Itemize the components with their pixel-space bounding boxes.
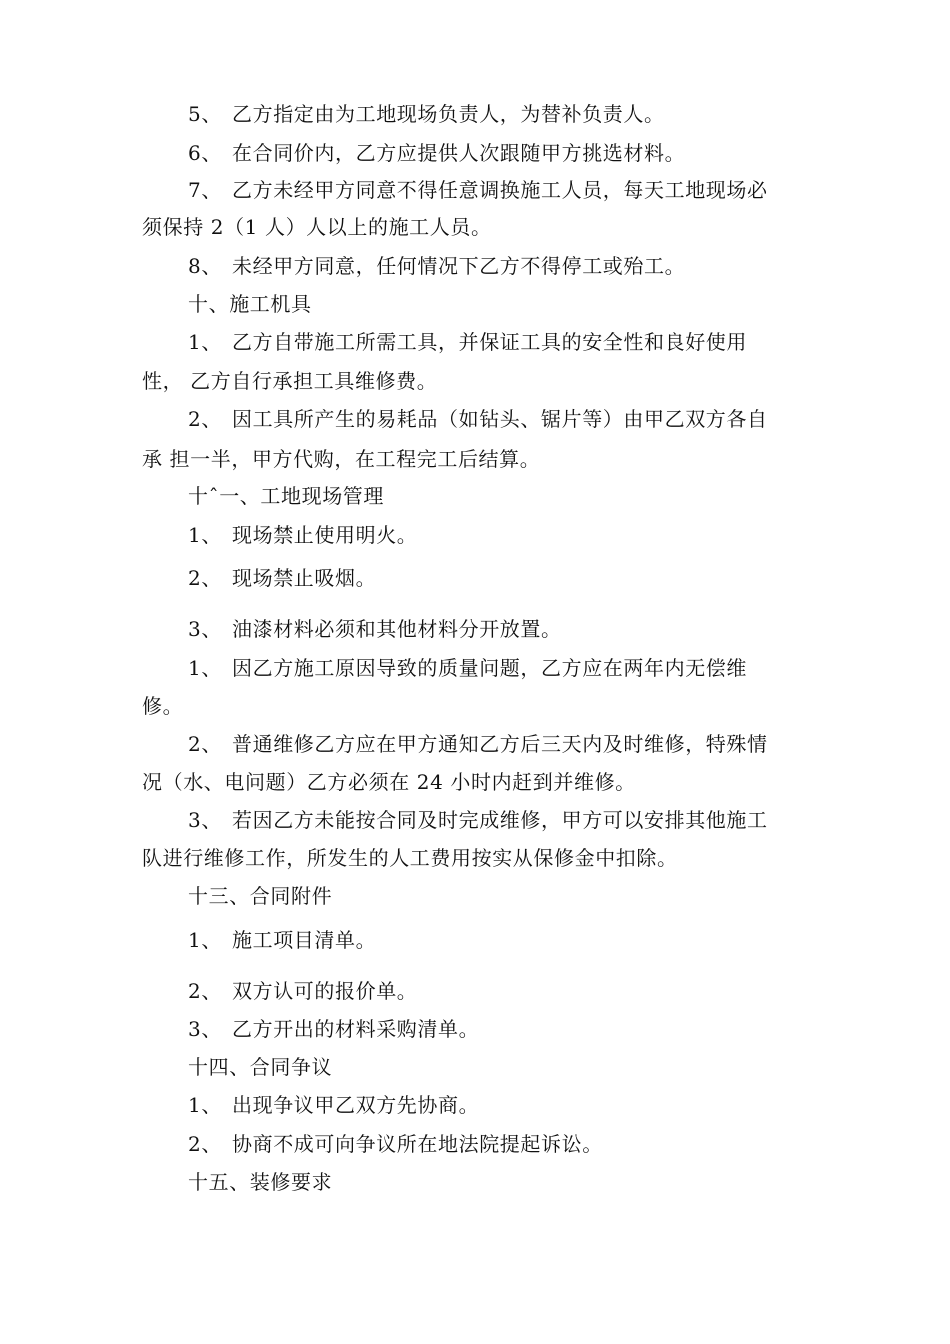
clause-text: 乙方指定由为工地现场负责人，为替补负责人。 [232, 102, 665, 126]
section-heading-text: 十四、合同争议 [188, 1055, 333, 1079]
section-heading [188, 483, 384, 509]
clause-continuation [142, 446, 540, 472]
clause-text: 性， 乙方自行承担工具维修费。 [142, 369, 438, 393]
section-heading-text: 十五、装修要求 [188, 1170, 333, 1194]
clause-text: 油漆材料必须和其他材料分开放置。 [232, 617, 562, 641]
section-heading [188, 1169, 332, 1195]
clause-text: 现场禁止吸烟。 [232, 566, 377, 590]
clause-line [188, 1016, 479, 1042]
clause-number: 1、 [188, 1093, 222, 1117]
clause-line [188, 565, 376, 591]
clause-text: 双方认可的报价单。 [232, 979, 418, 1003]
clause-text: 出现争议甲乙双方先协商。 [232, 1093, 480, 1117]
clause-line [188, 522, 417, 548]
clause-text: 普通维修乙方应在甲方通知乙方后三天内及时维修，特殊情 [232, 732, 768, 756]
clause-number: 7、 [188, 178, 222, 202]
clause-number: 1、 [188, 523, 222, 547]
clause-continuation [142, 769, 636, 795]
clause-line [188, 329, 747, 355]
clause-text: 因乙方施工原因导致的质量问题，乙方应在两年内无偿维 [232, 656, 747, 680]
clause-line [188, 177, 768, 203]
clause-number: 1、 [188, 928, 222, 952]
clause-text: 未经甲方同意，任何情况下乙方不得停工或殆工。 [232, 254, 686, 278]
clause-number: 1、 [188, 330, 222, 354]
clause-line [188, 655, 747, 681]
clause-continuation [142, 368, 437, 394]
clause-text: 协商不成可向争议所在地法院提起诉讼。 [232, 1132, 603, 1156]
clause-line [188, 978, 417, 1004]
clause-line [188, 140, 685, 166]
section-heading-text: 十、施工机具 [188, 292, 312, 316]
clause-line [188, 807, 768, 833]
clause-text: 况（水、电问题）乙方必须在 24 小时内赶到并维修。 [142, 770, 636, 794]
section-heading-text: 十ˆ一、工地现场管理 [188, 484, 384, 508]
section-heading [188, 883, 332, 909]
clause-number: 2、 [188, 979, 222, 1003]
clause-line [188, 1092, 479, 1118]
clause-continuation [142, 845, 678, 871]
clause-number: 3、 [188, 617, 222, 641]
clause-line [188, 101, 665, 127]
clause-line [188, 1131, 603, 1157]
clause-number: 8、 [188, 254, 222, 278]
clause-text: 须保持 2（1 人）人以上的施工人员。 [142, 215, 492, 239]
clause-number: 5、 [188, 102, 222, 126]
clause-text: 乙方自带施工所需工具，并保证工具的安全性和良好使用 [232, 330, 747, 354]
clause-number: 3、 [188, 1017, 222, 1041]
section-heading-text: 十三、合同附件 [188, 884, 333, 908]
clause-text: 队进行维修工作，所发生的人工费用按实从保修金中扣除。 [142, 846, 678, 870]
clause-line [188, 406, 768, 432]
clause-number: 2、 [188, 566, 222, 590]
clause-text: 现场禁止使用明火。 [232, 523, 418, 547]
clause-continuation [142, 693, 183, 719]
clause-text: 若因乙方未能按合同及时完成维修，甲方可以安排其他施工 [232, 808, 768, 832]
clause-number: 3、 [188, 808, 222, 832]
clause-text: 因工具所产生的易耗品（如钻头、锯片等）由甲乙双方各自 [232, 407, 768, 431]
clause-line [188, 616, 562, 642]
clause-number: 2、 [188, 732, 222, 756]
clause-number: 6、 [188, 141, 222, 165]
clause-text: 在合同价内，乙方应提供人次跟随甲方挑选材料。 [232, 141, 686, 165]
clause-line [188, 253, 685, 279]
clause-text: 乙方未经甲方同意不得任意调换施工人员，每天工地现场必 [232, 178, 768, 202]
clause-number: 2、 [188, 407, 222, 431]
clause-text: 乙方开出的材料采购清单。 [232, 1017, 480, 1041]
clause-number: 1、 [188, 656, 222, 680]
clause-text: 施工项目清单。 [232, 928, 377, 952]
clause-line [188, 927, 376, 953]
clause-line [188, 731, 768, 757]
section-heading [188, 291, 312, 317]
clause-continuation [142, 214, 492, 240]
clause-text: 修。 [142, 694, 184, 718]
clause-text: 承 担一半，甲方代购，在工程完工后结算。 [142, 447, 541, 471]
clause-number: 2、 [188, 1132, 222, 1156]
section-heading [188, 1054, 332, 1080]
